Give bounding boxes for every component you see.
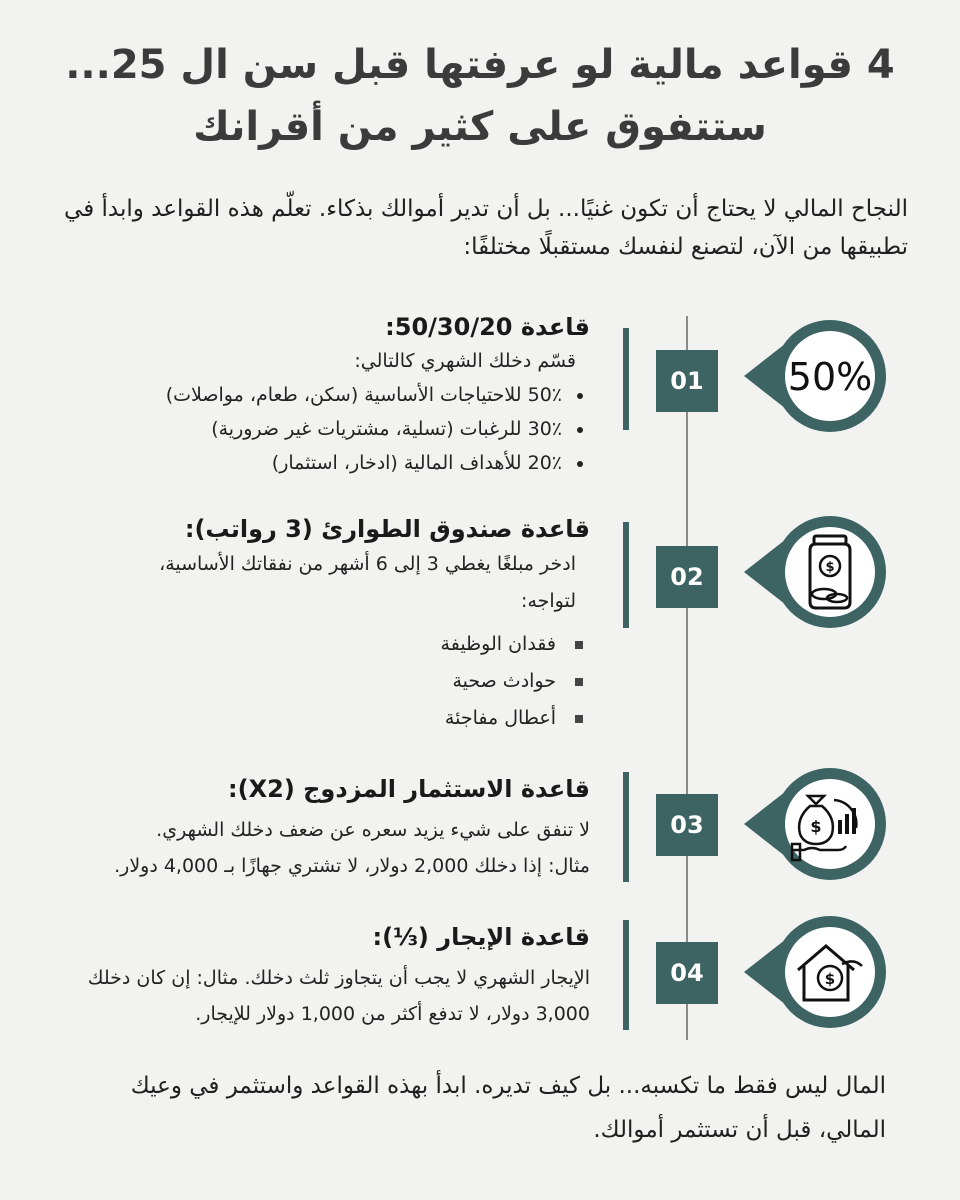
house-money-icon: [738, 914, 894, 1030]
rule-4-icon-marker: [738, 914, 894, 1030]
rule-4-number-badge: 04: [656, 942, 718, 1004]
rule-2-lead: ادخر مبلغًا يغطي 3 إلى 6 أشهر من نفقاتك الأساسية، لتواجه:: [159, 553, 576, 612]
list-item: حوادث صحية: [30, 663, 590, 700]
percent-icon: [738, 318, 894, 434]
rule-2-bullets: [30, 626, 590, 737]
list-item: أعطال مفاجئة: [30, 700, 590, 737]
rule-3-side-bar: [623, 772, 629, 882]
money-jar-icon: [738, 514, 894, 630]
title-line-2: ستتفوق على كثير من أقرانك: [193, 104, 767, 150]
rule-1-title: قاعدة 50/30/20:: [385, 313, 590, 341]
rule-2-title: قاعدة صندوق الطوارئ (3 رواتب):: [184, 515, 590, 543]
intro-paragraph: النجاح المالي لا يحتاج أن تكون غنيًا... بل أن تدير أموالك بذكاء. تعلّم هذه القواعد وابدأ في تطبيقها من الآن، لتصنع لنفسك مستقبلًا مختلفًا:: [64, 196, 908, 260]
rule-1-number-badge: 01: [656, 350, 718, 412]
rule-1-side-bar: [623, 328, 629, 430]
rule-3-line-2: مثال: إذا دخلك 2,000 دولار، لا تشتري جهازًا بـ 4,000 دولار.: [114, 855, 590, 877]
page-title: [0, 34, 960, 158]
timeline-line: [686, 316, 688, 1040]
rule-2-content: [30, 512, 590, 737]
rule-1-icon-marker: [738, 318, 894, 434]
rule-3-content: [30, 772, 590, 884]
outro-paragraph: المال ليس فقط ما تكسبه... بل كيف تديره. ابدأ بهذه القواعد واستثمر في وعيك المالي، قبل أن تستثمر أموالك.: [130, 1073, 886, 1143]
svg-text:$: $: [824, 970, 836, 988]
rule-1-lead: قسّم دخلك الشهري كالتالي:: [354, 350, 576, 372]
list-item: 30٪ للرغبات (تسلية، مشتريات غير ضرورية): [30, 412, 590, 446]
rule-4-content: [30, 920, 590, 1032]
svg-text:50%: 50%: [787, 355, 873, 399]
rule-4-text: الإيجار الشهري لا يجب أن يتجاوز ثلث دخلك. مثال: إن كان دخلك 3,000 دولار، لا تدفع أكثر من 1,000 دولار للإيجار.: [87, 967, 590, 1025]
rule-3-title: قاعدة الاستثمار المزدوج (X2):: [228, 775, 590, 803]
rule-3-icon-marker: [738, 766, 894, 882]
title-line-1: 4 قواعد مالية لو عرفتها قبل سن ال 25...: [65, 42, 895, 88]
list-item: 50٪ للاحتياجات الأساسية (سكن، طعام، مواصلات): [30, 378, 590, 412]
list-item: فقدان الوظيفة: [30, 626, 590, 663]
rule-4-side-bar: [623, 920, 629, 1030]
svg-text:$: $: [825, 560, 835, 575]
svg-text:$: $: [810, 817, 822, 836]
rule-2-side-bar: [623, 522, 629, 628]
rule-2-icon-marker: [738, 514, 894, 630]
rule-1-content: [30, 310, 590, 480]
money-bag-growth-icon: [738, 766, 894, 882]
rule-3-number-badge: 03: [656, 794, 718, 856]
rule-1-bullets: [30, 378, 590, 480]
list-item: 20٪ للأهداف المالية (ادخار، استثمار): [30, 446, 590, 480]
rule-3-line-1: لا تنفق على شيء يزيد سعره عن ضعف دخلك الشهري.: [156, 819, 590, 841]
rule-2-number-badge: 02: [656, 546, 718, 608]
rule-4-title: قاعدة الإيجار (⅓):: [372, 923, 590, 951]
